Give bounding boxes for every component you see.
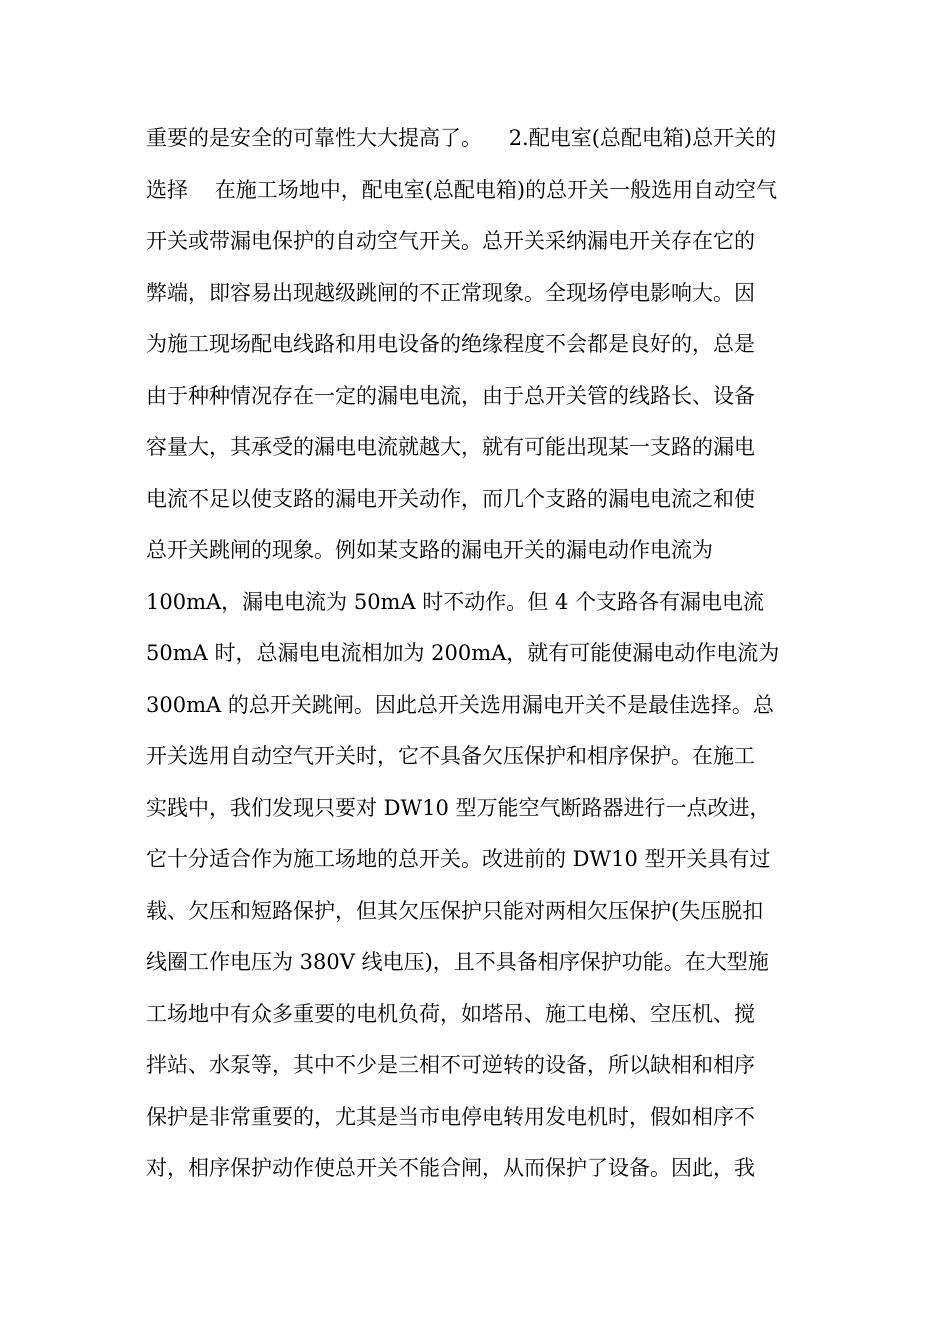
text-line: 工场地中有众多重要的电机负荷，如塔吊、施工电梯、空压机、搅 <box>146 1001 755 1026</box>
text-line: 拌站、水泵等，其中不少是三相不可逆转的设备，所以缺相和相序 <box>146 1053 755 1077</box>
body-text <box>146 116 826 1198</box>
text-line: 为施工现场配电线路和用电设备的绝缘程度不会都是良好的，总是 <box>146 332 755 356</box>
text-line: 载、欠压和短路保护，但其欠压保护只能对两相欠压保护(失压脱扣 <box>146 898 764 923</box>
text-line: 电流不足以使支路的漏电开关动作，而几个支路的漏电电流之和使 <box>146 486 755 511</box>
text-line: 它十分适合作为施工场地的总开关。改进前的 DW10 型开关具有过 <box>146 847 771 871</box>
text-line: 实践中，我们发现只要对 DW10 型万能空气断路器进行一点改进， <box>146 795 771 820</box>
text-line: 对，相序保护动作使总开关不能合闸，从而保护了设备。因此，我 <box>146 1156 755 1180</box>
text-line: 开关或带漏电保护的自动空气开关。总开关采纳漏电开关存在它的 <box>146 229 755 253</box>
text-line: 重要的是安全的可靠性大大提高了。 2.配电室(总配电箱)总开关的 <box>146 126 777 150</box>
text-line: 300mA 的总开关跳闸。因此总开关选用漏电开关不是最佳选择。总 <box>146 692 774 717</box>
text-line: 容量大，其承受的漏电电流就越大，就有可能出现某一支路的漏电 <box>146 435 755 459</box>
text-line: 开关选用自动空气开关时，它不具备欠压保护和相序保护。在施工 <box>146 744 755 768</box>
text-line: 线圈工作电压为 380V 线电压)，且不具备相序保护功能。在大型施 <box>146 950 769 974</box>
text-line: 选择 在施工场地中，配电室(总配电箱)的总开关一般选用自动空气 <box>146 177 778 202</box>
text-line: 总开关跳闸的现象。例如某支路的漏电开关的漏电动作电流为 <box>146 538 713 562</box>
text-line: 弊端，即容易出现越级跳闸的不正常现象。全现场停电影响大。因 <box>146 280 755 305</box>
text-line: 100mA，漏电电流为 50mA 时不动作。但 4 个支路各有漏电电流 <box>146 589 765 614</box>
text-line: 50mA 时，总漏电电流相加为 200mA，就有可能使漏电动作电流为 <box>146 641 780 665</box>
text-line: 由于种种情况存在一定的漏电电流，由于总开关管的线路长、设备 <box>146 383 755 408</box>
text-line: 保护是非常重要的，尤其是当市电停电转用发电机时，假如相序不 <box>146 1104 755 1129</box>
